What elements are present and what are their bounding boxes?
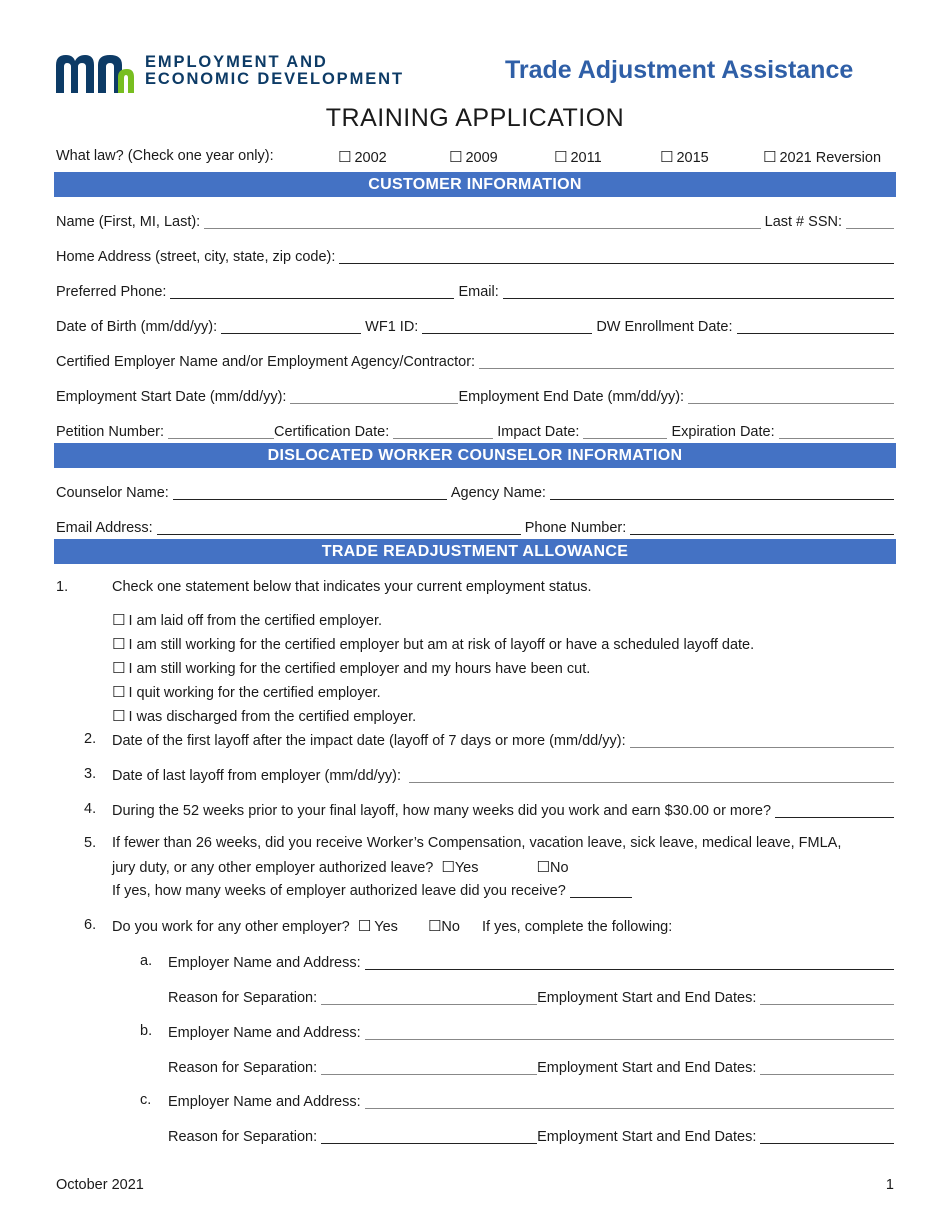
law-question: What law? (Check one year only):	[56, 148, 274, 164]
employer-c-name-field[interactable]	[365, 1094, 894, 1109]
law-option-2015[interactable]: ☐ 2015	[660, 148, 709, 166]
employer-b-name-row	[168, 1022, 894, 1042]
q2-row	[112, 730, 894, 750]
counselor-name-label: Counselor Name:	[56, 485, 169, 501]
phone-label: Preferred Phone:	[56, 284, 167, 300]
mn-logo-icon	[56, 53, 136, 93]
q2-field[interactable]	[630, 733, 894, 748]
dob-row	[56, 316, 894, 336]
q3-row	[112, 765, 894, 785]
employer-b-reason-field[interactable]	[321, 1060, 537, 1075]
employment-start-label: Employment Start Date (mm/dd/yy):	[56, 389, 287, 405]
checkbox-icon[interactable]: ☐	[660, 148, 674, 166]
counselor-phone-field[interactable]	[630, 520, 894, 535]
wf1-field[interactable]	[422, 319, 592, 334]
checkbox-icon[interactable]: ☐	[536, 858, 550, 876]
employer-b-reason-row	[168, 1057, 894, 1077]
q5-text-line-2: jury duty, or any other employer authorized leave?	[112, 860, 434, 876]
counselor-email-field[interactable]	[157, 520, 521, 535]
petition-label: Petition Number:	[56, 424, 164, 440]
expiration-date-label: Expiration Date:	[671, 424, 775, 440]
employment-dates-row	[56, 386, 894, 406]
employer-name-label: Employer Name and Address:	[168, 1025, 361, 1041]
checkbox-icon[interactable]: ☐	[112, 635, 126, 653]
tra-heading: TRADE READJUSTMENT ALLOWANCE	[54, 539, 896, 564]
employer-a-letter: a.	[140, 953, 153, 969]
name-field[interactable]	[204, 214, 760, 229]
employer-a-reason-row	[168, 987, 894, 1007]
employer-b-dates-field[interactable]	[760, 1060, 894, 1075]
dates-label: Employment Start and End Dates:	[537, 1060, 757, 1076]
certified-employer-label: Certified Employer Name and/or Employment Agency/Contractor:	[56, 354, 476, 370]
page-title: TRAINING APPLICATION	[325, 104, 625, 132]
checkbox-icon[interactable]: ☐	[427, 917, 442, 935]
phone-email-row	[56, 281, 894, 301]
employer-name-label: Employer Name and Address:	[168, 955, 361, 971]
q6-no-label: No	[441, 919, 460, 935]
q1-number: 1.	[56, 579, 69, 595]
employer-c-dates-field[interactable]	[760, 1129, 894, 1144]
dw-enrollment-label: DW Enrollment Date:	[596, 319, 733, 335]
counselor-email-label: Email Address:	[56, 520, 153, 536]
employment-end-label: Employment End Date (mm/dd/yy):	[458, 389, 685, 405]
law-option-2011[interactable]: ☐ 2011	[554, 148, 602, 166]
employer-c-name-row	[168, 1091, 894, 1111]
agency-line-2: ECONOMIC DEVELOPMENT	[145, 70, 404, 88]
dob-label: Date of Birth (mm/dd/yy):	[56, 319, 218, 335]
q5-text-line-1: If fewer than 26 weeks, did you receive Worker’s Compensation, vacation leave, sick leave, medical leave, FMLA,	[112, 835, 842, 851]
q5-no-label: No	[549, 860, 569, 876]
q4-text: During the 52 weeks prior to your final layoff, how many weeks did you work and earn $30.00 or more?	[112, 803, 772, 819]
q6-text: Do you work for any other employer?	[112, 919, 350, 935]
certification-date-field[interactable]	[393, 424, 493, 439]
reason-label: Reason for Separation:	[168, 1129, 318, 1145]
q6-follow-text: If yes, complete the following:	[482, 919, 673, 935]
petition-field[interactable]	[168, 424, 274, 439]
q5-weeks-field[interactable]	[570, 883, 632, 898]
employer-row	[56, 351, 894, 371]
dates-label: Employment Start and End Dates:	[537, 990, 757, 1006]
program-title: Trade Adjustment Assistance	[505, 56, 854, 84]
dob-field[interactable]	[221, 319, 361, 334]
employment-end-field[interactable]	[688, 389, 894, 404]
wf1-label: WF1 ID:	[365, 319, 419, 335]
q2-text: Date of the first layoff after the impact date (layoff of 7 days or more (mm/dd/yy):	[112, 733, 626, 749]
agency-name-label: Agency Name:	[450, 485, 546, 501]
q5-line-2	[112, 858, 569, 876]
certified-employer-field[interactable]	[479, 354, 894, 369]
checkbox-icon[interactable]: ☐	[449, 148, 463, 166]
agency-line-1: EMPLOYMENT AND	[145, 53, 328, 71]
employer-c-reason-field[interactable]	[321, 1129, 537, 1144]
employer-name-label: Employer Name and Address:	[168, 1094, 361, 1110]
agency-name	[145, 54, 404, 88]
employer-b-name-field[interactable]	[365, 1025, 894, 1040]
counselor-info-heading: DISLOCATED WORKER COUNSELOR INFORMATION	[54, 443, 896, 468]
impact-date-label: Impact Date:	[497, 424, 580, 440]
status-option[interactable]: ☐ I am laid off from the certified employer.	[112, 611, 383, 629]
employment-start-field[interactable]	[290, 389, 458, 404]
status-option[interactable]: ☐ I quit working for the certified employer.	[112, 683, 381, 701]
employer-b-letter: b.	[140, 1023, 153, 1039]
status-option[interactable]: ☐ I was discharged from the certified employer.	[112, 707, 417, 725]
employer-a-dates-field[interactable]	[760, 990, 894, 1005]
q6-number: 6.	[84, 917, 97, 933]
address-field[interactable]	[339, 249, 894, 264]
q6-yes-label: Yes	[374, 919, 398, 935]
certification-date-label: Certification Date:	[274, 424, 390, 440]
email-field[interactable]	[503, 284, 894, 299]
law-selection	[56, 148, 894, 168]
employer-a-reason-field[interactable]	[321, 990, 537, 1005]
counselor-name-field[interactable]	[173, 485, 447, 500]
expiration-date-field[interactable]	[779, 424, 894, 439]
dates-label: Employment Start and End Dates:	[537, 1129, 757, 1145]
checkbox-icon[interactable]: ☐	[112, 611, 126, 629]
address-label: Home Address (street, city, state, zip code):	[56, 249, 336, 265]
employer-c-letter: c.	[140, 1092, 152, 1108]
ssn-label: Last # SSN:	[764, 214, 842, 230]
page-number: 1	[885, 1177, 894, 1193]
dw-enrollment-field[interactable]	[737, 319, 894, 334]
checkbox-icon[interactable]: ☐	[441, 858, 455, 876]
checkbox-icon[interactable]: ☐	[112, 659, 126, 677]
checkbox-icon[interactable]: ☐	[763, 148, 777, 166]
reason-label: Reason for Separation:	[168, 990, 318, 1006]
reason-label: Reason for Separation:	[168, 1060, 318, 1076]
ssn-field[interactable]	[846, 214, 894, 229]
employer-c-reason-row	[168, 1126, 894, 1146]
law-option-2009[interactable]: ☐ 2009	[449, 148, 498, 166]
agency-name-field[interactable]	[550, 485, 894, 500]
checkbox-icon[interactable]: ☐	[338, 148, 352, 166]
phone-field[interactable]	[170, 284, 454, 299]
q5-weeks-row	[112, 880, 672, 900]
q3-field[interactable]	[409, 768, 894, 783]
q3-number: 3.	[84, 766, 97, 782]
petition-row	[56, 421, 894, 441]
q1-text: Check one statement below that indicates your current employment status.	[112, 579, 592, 595]
counselor-phone-label: Phone Number:	[524, 520, 627, 536]
law-option-2002[interactable]: ☐ 2002	[338, 148, 387, 166]
counselor-contact-row	[56, 517, 894, 537]
email-label: Email:	[458, 284, 499, 300]
q5-yes-label: Yes	[454, 860, 479, 876]
q4-row	[112, 800, 894, 820]
employer-a-name-field[interactable]	[365, 955, 894, 970]
q5-number: 5.	[84, 835, 97, 851]
q2-number: 2.	[84, 731, 97, 747]
checkbox-icon[interactable]: ☐	[357, 917, 372, 935]
checkbox-icon[interactable]: ☐	[112, 707, 126, 725]
impact-date-field[interactable]	[583, 424, 667, 439]
law-option-2021-reversion[interactable]: ☐ 2021 Reversion	[763, 148, 882, 166]
q3-text: Date of last layoff from employer (mm/dd/yy):	[112, 768, 402, 784]
name-row	[56, 211, 894, 231]
address-row	[56, 246, 894, 266]
q4-field[interactable]	[775, 803, 894, 818]
customer-info-heading: CUSTOMER INFORMATION	[54, 172, 896, 197]
checkbox-icon[interactable]: ☐	[112, 683, 126, 701]
name-label: Name (First, MI, Last):	[56, 214, 201, 230]
q4-number: 4.	[84, 801, 97, 817]
q6-line	[112, 917, 672, 935]
status-option[interactable]: ☐ I am still working for the certified employer and my hours have been cut.	[112, 659, 591, 677]
status-option[interactable]: ☐ I am still working for the certified employer but am at risk of layoff or have a scheduled layoff date.	[112, 635, 755, 653]
checkbox-icon[interactable]: ☐	[554, 148, 568, 166]
q5-text-line-3: If yes, how many weeks of employer authorized leave did you receive?	[112, 883, 566, 899]
employer-a-name-row	[168, 952, 894, 972]
footer-date: October 2021	[56, 1177, 144, 1193]
counselor-row	[56, 482, 894, 502]
